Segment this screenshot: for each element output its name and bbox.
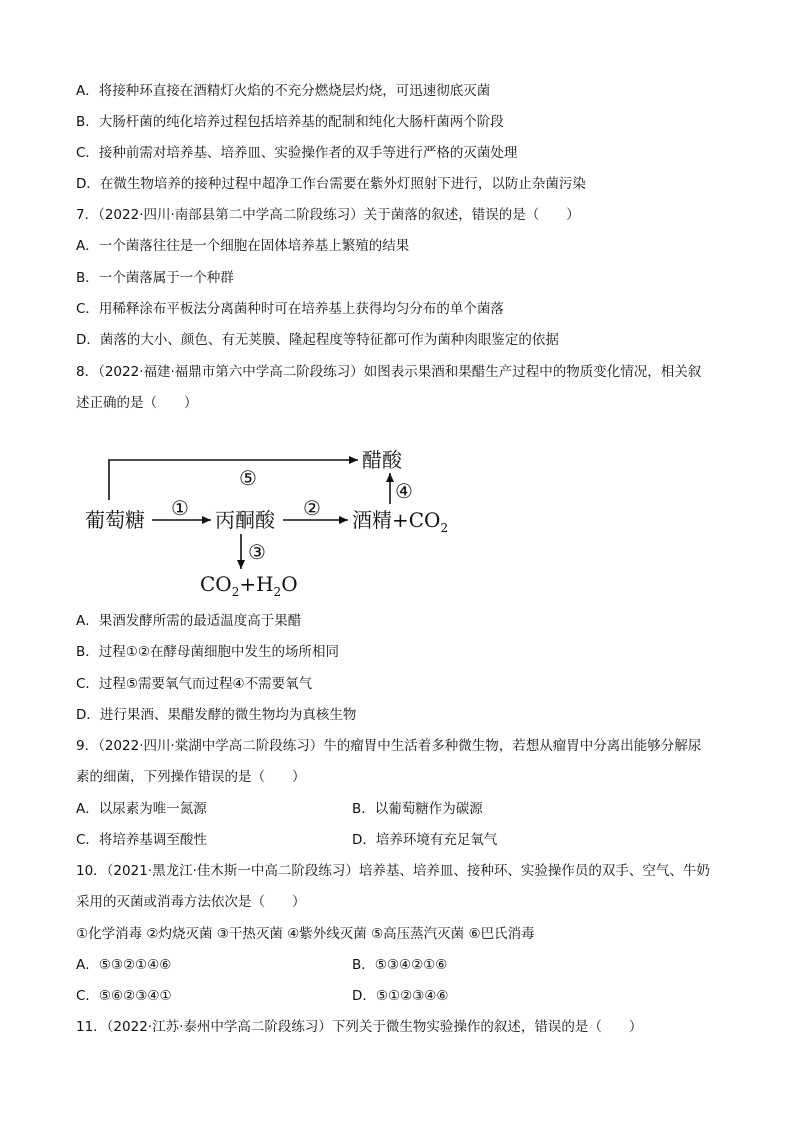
q8-stem-line1: 8．（2022·福建·福鼎市第六中学高二阶段练习）如图表示果酒和果醋生产过程中的物质变化情况，相关叙 — [76, 364, 702, 380]
q10-stem-line1: 10．（2021·黑龙江·佳木斯一中高二阶段练习）培养基、培养皿、接种环、实验操作员的双手、空气、牛奶 — [76, 863, 710, 879]
q9-stem-line1: 9．（2022·四川·棠湖中学高二阶段练习）牛的瘤胃中生活着多种微生物，若想从瘤胃中分离出能够分解尿 — [76, 738, 702, 754]
step4-label: ④ — [395, 479, 413, 503]
ethanol-co2-text: 酒精+CO — [352, 508, 441, 532]
q10-stem-line2: 采用的灭菌或消毒方法依次是（ ） — [76, 894, 306, 910]
q8-option-c: C．过程⑤需要氧气而过程④不需要氧气 — [76, 676, 313, 692]
step5-label: ⑤ — [239, 466, 257, 490]
h-subscript: 2 — [273, 585, 282, 599]
q10-methods-list: ①化学消毒 ②灼烧灭菌 ③干热灭菌 ④紫外线灭菌 ⑤高压蒸汽灭菌 ⑥巴氏消毒 — [76, 926, 535, 942]
q6-option-b: B．大肠杆菌的纯化培养过程包括培养基的配制和纯化大肠杆菌两个阶段 — [76, 114, 504, 130]
pyruvate-label: 丙酮酸 — [215, 508, 275, 532]
q8-option-a: A．果酒发酵所需的最适温度高于果醋 — [76, 613, 302, 629]
q9-stem-line2: 素的细菌，下列操作错误的是（ ） — [76, 769, 306, 785]
q7-option-d: D．菌落的大小、颜色、有无荚膜、隆起程度等特征都可作为菌种肉眼鉴定的依据 — [76, 332, 559, 348]
q10-option-d: D．⑤①②③④⑥ — [352, 988, 449, 1004]
q10-option-c: C．⑤⑥②③④① — [76, 988, 172, 1004]
ethanol-co2-label — [352, 508, 448, 535]
co2-h2o-label — [200, 572, 298, 599]
step1-label: ① — [171, 496, 189, 520]
co2-subscript: 2 — [231, 585, 240, 599]
q9-option-b: B．以葡萄糖作为碳源 — [352, 801, 483, 817]
q9-option-c: C．将培养基调至酸性 — [76, 832, 207, 848]
q6-option-a: A．将接种环直接在酒精灯火焰的不充分燃烧层灼烧，可迅速彻底灭菌 — [76, 83, 491, 99]
step3-label: ③ — [248, 540, 266, 564]
step2-label: ② — [303, 496, 321, 520]
glucose-label: 葡萄糖 — [85, 508, 145, 532]
q9-option-d: D．培养环境有充足氧气 — [352, 832, 498, 848]
acetic-acid-label: 醋酸 — [362, 448, 402, 472]
q10-option-a: A．⑤③②①④⑥ — [76, 957, 172, 973]
q9-option-a: A．以尿素为唯一氮源 — [76, 801, 207, 817]
fermentation-pathway-diagram — [80, 440, 460, 600]
ethanol-co2-subscript: 2 — [440, 521, 449, 535]
q7-option-c: C．用稀释涂布平板法分离菌种时可在培养基上获得均匀分布的单个菌落 — [76, 301, 504, 317]
q6-option-c: C．接种前需对培养基、培养皿、实验操作者的双手等进行严格的灭菌处理 — [76, 145, 518, 161]
q8-option-b: B．过程①②在酵母菌细胞中发生的场所相同 — [76, 644, 339, 660]
plus-h-text: +H — [239, 572, 274, 596]
q8-option-d: D．进行果酒、果醋发酵的微生物均为真核生物 — [76, 707, 357, 723]
q8-stem-line2: 述正确的是（ ） — [76, 395, 198, 411]
o-text: O — [281, 572, 298, 596]
q6-option-d: D．在微生物培养的接种过程中超净工作台需要在紫外灯照射下进行，以防止杂菌污染 — [76, 176, 586, 192]
q10-option-b: B．⑤③④②①⑥ — [352, 957, 448, 973]
arrow-step5 — [109, 460, 358, 500]
co2-text: CO — [200, 572, 232, 596]
q7-option-a: A．一个菌落往往是一个细胞在固体培养基上繁殖的结果 — [76, 238, 410, 254]
q7-option-b: B．一个菌落属于一个种群 — [76, 270, 234, 286]
q7-stem: 7．（2022·四川·南部县第二中学高二阶段练习）关于菌落的叙述，错误的是（ ） — [76, 207, 580, 223]
q11-stem: 11．（2022·江苏·泰州中学高二阶段练习）下列关于微生物实验操作的叙述，错误的是（ ） — [76, 1019, 643, 1035]
